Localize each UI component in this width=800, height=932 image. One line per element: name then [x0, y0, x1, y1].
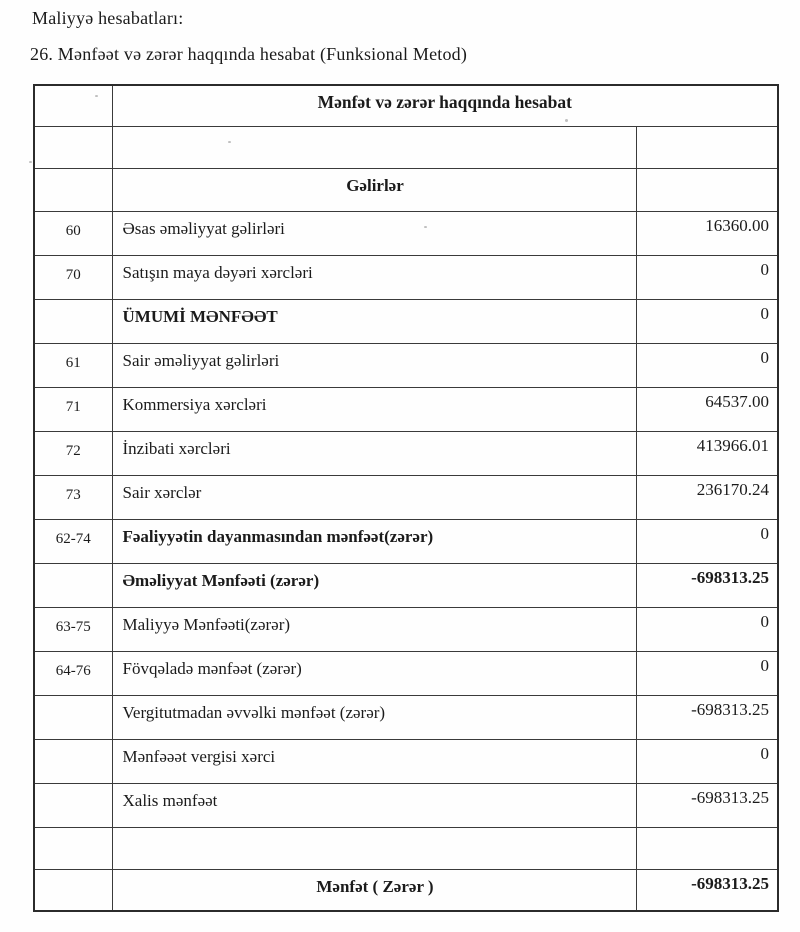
- row-value: -698313.25: [636, 563, 778, 607]
- row-label: Fövqəladə mənfəət (zərər): [112, 651, 636, 695]
- row-label: Sair əməliyyat gəlirləri: [112, 343, 636, 387]
- row-label: Mənfəəət vergisi xərci: [112, 739, 636, 783]
- section-header-row: [34, 168, 778, 211]
- account-code: [34, 739, 112, 783]
- row-label: Vergitutmadan əvvəlki mənfəət (zərər): [112, 695, 636, 739]
- row-label: Sair xərclər: [112, 475, 636, 519]
- table-row: [34, 211, 778, 255]
- table-row: [34, 299, 778, 343]
- account-code: 64-76: [34, 651, 112, 695]
- account-code: [34, 783, 112, 827]
- table-title-row: [34, 85, 778, 126]
- row-value: 0: [636, 299, 778, 343]
- account-code: 62-74: [34, 519, 112, 563]
- empty-cell: [34, 85, 112, 126]
- table-row: [34, 607, 778, 651]
- table-row: [34, 343, 778, 387]
- table-row: [34, 519, 778, 563]
- row-value: 0: [636, 255, 778, 299]
- row-value: 413966.01: [636, 431, 778, 475]
- row-label: Əməliyyat Mənfəəti (zərər): [112, 563, 636, 607]
- account-code: [34, 695, 112, 739]
- document-title: Maliyyə hesabatları:: [32, 8, 184, 28]
- account-code: 72: [34, 431, 112, 475]
- table-row: [34, 739, 778, 783]
- table-row: [34, 431, 778, 475]
- row-value: 0: [636, 343, 778, 387]
- scan-speck: [228, 141, 231, 143]
- document-subtitle: 26. Mənfəət və zərər haqqında hesabat (Funksional Metod): [30, 44, 468, 64]
- total-value: -698313.25: [636, 869, 778, 911]
- profit-loss-table: [33, 84, 779, 912]
- account-code: 70: [34, 255, 112, 299]
- account-code: [34, 563, 112, 607]
- section-header-gelirler: Gəlirlər: [112, 168, 636, 211]
- row-label: Satışın maya dəyəri xərcləri: [112, 255, 636, 299]
- row-value: 0: [636, 739, 778, 783]
- scan-speck: [95, 95, 98, 97]
- table-row: [34, 563, 778, 607]
- row-value: 16360.00: [636, 211, 778, 255]
- total-row: [34, 869, 778, 911]
- table-row: [34, 387, 778, 431]
- table-row: [34, 651, 778, 695]
- account-code: 63-75: [34, 607, 112, 651]
- table-title: Mənfət və zərər haqqında hesabat: [112, 85, 778, 126]
- blank-row: [34, 827, 778, 869]
- account-code: [34, 299, 112, 343]
- account-code: 60: [34, 211, 112, 255]
- row-label: Maliyyə Mənfəəti(zərər): [112, 607, 636, 651]
- scan-speck: [29, 161, 32, 163]
- row-value: -698313.25: [636, 695, 778, 739]
- account-code: 71: [34, 387, 112, 431]
- table-row: [34, 695, 778, 739]
- row-label: Əsas əməliyyat gəlirləri: [112, 211, 636, 255]
- row-value: 236170.24: [636, 475, 778, 519]
- row-label: Fəaliyyətin dayanmasından mənfəət(zərər): [112, 519, 636, 563]
- table-row: [34, 255, 778, 299]
- blank-row: [34, 126, 778, 168]
- table-row: [34, 783, 778, 827]
- account-code: 61: [34, 343, 112, 387]
- row-value: 0: [636, 607, 778, 651]
- row-value: 64537.00: [636, 387, 778, 431]
- row-label: Xalis mənfəət: [112, 783, 636, 827]
- row-label: İnzibati xərcləri: [112, 431, 636, 475]
- row-value: -698313.25: [636, 783, 778, 827]
- scan-speck: [565, 119, 568, 122]
- row-label: Kommersiya xərcləri: [112, 387, 636, 431]
- table-row: [34, 475, 778, 519]
- row-value: 0: [636, 651, 778, 695]
- total-label: Mənfət ( Zərər ): [112, 869, 636, 911]
- row-value: 0: [636, 519, 778, 563]
- scan-speck: [424, 226, 427, 228]
- row-label: ÜMUMİ MƏNFƏƏT: [112, 299, 636, 343]
- account-code: 73: [34, 475, 112, 519]
